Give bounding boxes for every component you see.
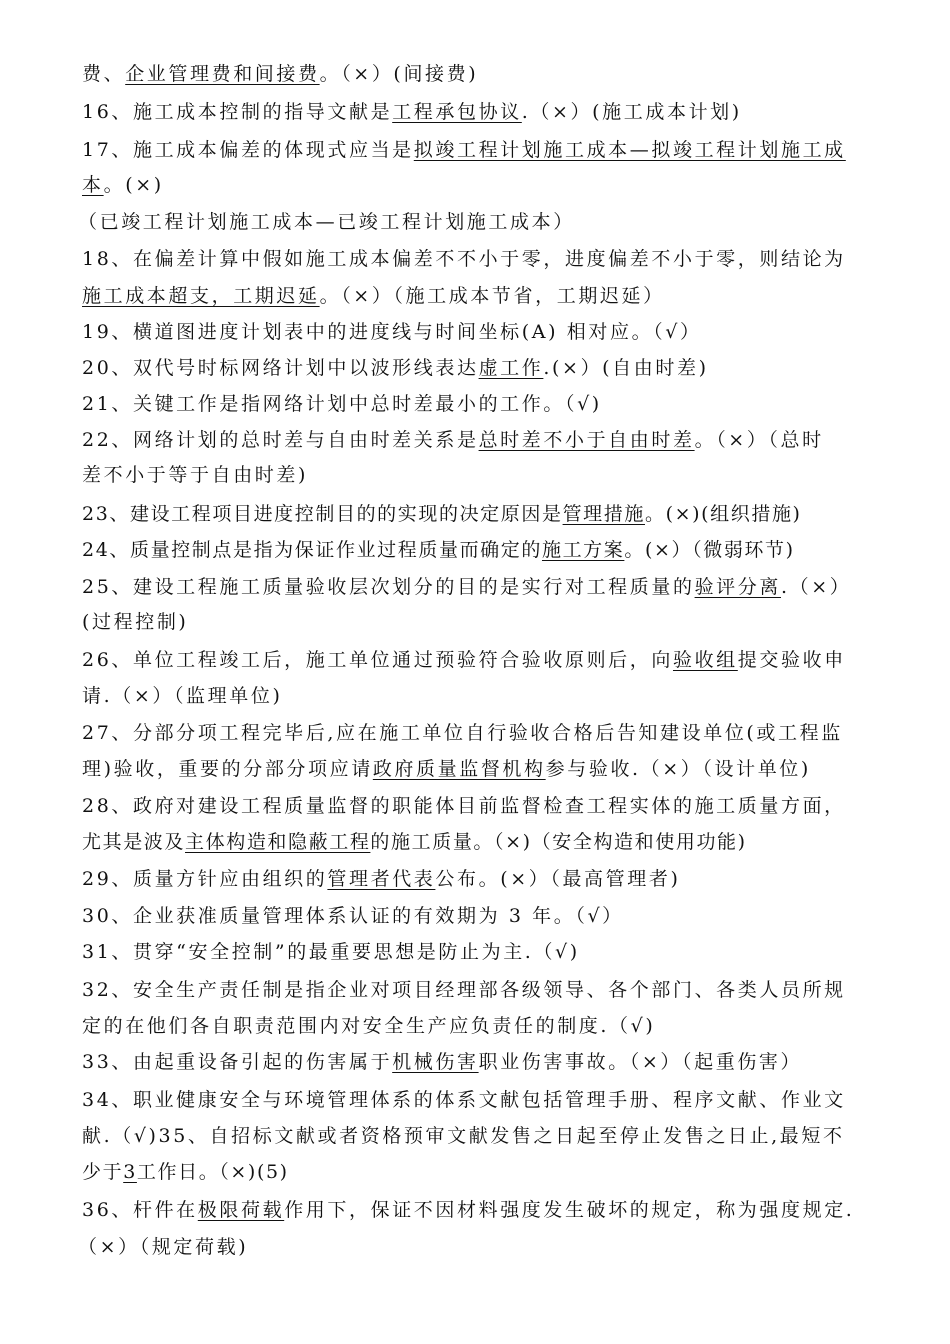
underlined-term: 施工方案 — [541, 539, 625, 561]
text-line — [82, 247, 892, 271]
text-line — [82, 721, 892, 745]
line-text: 27、分部分项工程完毕后,应在施工单位自行验收合格后告知建设单位(或工程监 — [82, 722, 843, 744]
line-text: 29、质量方针应由组织的 — [82, 868, 328, 890]
line-text: 。（×）（施工成本节省，工期迟延） — [319, 285, 665, 307]
text-line — [82, 428, 892, 452]
underlined-term: 施工成本超支，工期迟延 — [82, 285, 320, 307]
line-text: 。（×）(间接费) — [319, 63, 479, 85]
line-text: 差不小于等于自由时差) — [82, 464, 309, 486]
line-text: 请.（×）（监理单位) — [82, 685, 283, 707]
text-line — [82, 1014, 892, 1038]
line-text: 23、建设工程项目进度控制目的的实现的决定原因是 — [82, 503, 563, 525]
text-line — [82, 648, 892, 672]
line-text: 的施工质量。（×)（安全构造和使用功能) — [370, 831, 747, 853]
underlined-term: 验评分离 — [694, 576, 781, 598]
underlined-term: 管理措施 — [562, 503, 645, 525]
line-text: （×）（规定荷载) — [78, 1236, 249, 1258]
underlined-term: 企业管理费和间接费 — [125, 63, 320, 85]
text-line — [82, 62, 892, 86]
line-text: 尤其是波及 — [82, 831, 186, 853]
text-line — [82, 502, 892, 526]
line-text: 17、施工成本偏差的体现式应当是 — [82, 139, 414, 161]
line-text: 36、杆件在 — [82, 1199, 198, 1221]
underlined-term: 工程承包协议 — [392, 101, 522, 123]
text-line — [82, 1160, 892, 1184]
line-text: 20、双代号时标网络计划中以波形线表达 — [82, 357, 479, 379]
text-line — [82, 284, 892, 308]
line-text: 公布。(×）（最高管理者) — [435, 868, 681, 890]
line-text: 28、政府对建设工程质量监督的职能体目前监督检查工程实体的施工质量方面， — [82, 795, 846, 817]
text-line — [82, 830, 892, 854]
text-line — [82, 610, 892, 634]
line-text: 。(×)(组织措施) — [644, 503, 802, 525]
line-text: 工作日。（×)(5) — [136, 1161, 289, 1183]
line-text: 理)验收，重要的分部分项应请 — [82, 758, 373, 780]
underlined-term: 拟竣工程计划施工成本—拟竣工程计划施工成 — [413, 139, 846, 161]
text-line — [82, 356, 892, 380]
text-line — [82, 173, 892, 197]
underlined-term: 主体构造和隐蔽工程 — [185, 831, 371, 853]
text-line — [82, 1124, 892, 1148]
text-line — [82, 1050, 892, 1074]
line-text: 作用下，保证不因材料强度发生破坏的规定，称为强度规定. — [284, 1199, 855, 1221]
underlined-term: 政府质量监督机构 — [372, 758, 546, 780]
line-text: .（×）(施工成本计划) — [521, 101, 742, 123]
text-line — [82, 904, 892, 928]
text-line — [82, 978, 892, 1002]
line-text: 21、关键工作是指网络计划中总时差最小的工作。（√) — [82, 393, 602, 415]
underlined-term: 3 — [123, 1161, 137, 1183]
text-line — [78, 1235, 888, 1259]
underlined-term: 虚工作 — [478, 357, 544, 379]
line-text: 职业伤害事故。（×）（起重伤害） — [478, 1051, 803, 1073]
text-line — [82, 794, 892, 818]
line-text: 。（×）（总时 — [694, 429, 824, 451]
line-text: (过程控制) — [82, 611, 189, 633]
text-line — [82, 538, 892, 562]
line-text: 33、由起重设备引起的伤害属于 — [82, 1051, 393, 1073]
line-text: 34、职业健康安全与环境管理体系的体系文献包括管理手册、程序文献、作业文 — [82, 1089, 846, 1111]
line-text: 。(×）（微弱环节) — [624, 539, 795, 561]
line-text: （已竣工程计划施工成本—已竣工程计划施工成本） — [78, 211, 575, 233]
line-text: 16、施工成本控制的指导文献是 — [82, 101, 393, 123]
line-text: .(×）(自由时差) — [543, 357, 709, 379]
text-line — [82, 684, 892, 708]
text-line — [82, 392, 892, 416]
text-line — [82, 138, 892, 162]
line-text: 31、贯穿“安全控制”的最重要思想是防止为主.（√) — [82, 941, 580, 963]
text-line — [82, 940, 892, 964]
line-text: 24、质量控制点是指为保证作业过程质量而确定的 — [82, 539, 542, 561]
line-text: 参与验收.（×）（设计单位) — [545, 758, 811, 780]
text-line — [82, 463, 892, 487]
text-line — [82, 867, 892, 891]
line-text: 提交验收申 — [737, 649, 846, 671]
text-line — [82, 1088, 892, 1112]
line-text: .（×） — [780, 576, 852, 598]
line-text: 26、单位工程竣工后，施工单位通过预验符合验收原则后，向 — [82, 649, 673, 671]
text-line — [82, 757, 892, 781]
underlined-term: 机械伤害 — [392, 1051, 479, 1073]
text-line — [82, 1198, 892, 1222]
text-line — [82, 320, 892, 344]
underlined-term: 本 — [82, 174, 104, 196]
line-text: 19、横道图进度计划表中的进度线与时间坐标(A) 相对应。（√） — [82, 321, 702, 343]
underlined-term: 验收组 — [672, 649, 738, 671]
text-line — [82, 575, 892, 599]
line-text: 22、网络计划的总时差与自由时差关系是 — [82, 429, 479, 451]
underlined-term: 管理者代表 — [327, 868, 436, 890]
line-text: 费、 — [82, 63, 126, 85]
line-text: 定的在他们各自职责范围内对安全生产应负责任的制度.（√) — [82, 1015, 656, 1037]
line-text: 25、建设工程施工质量验收层次划分的目的是实行对工程质量的 — [82, 576, 695, 598]
underlined-term: 极限荷载 — [197, 1199, 285, 1221]
text-line — [78, 210, 888, 234]
line-text: 献.（√)35、自招标文献或者资格预审文献发售之日起至停止发售之日止,最短不 — [82, 1125, 845, 1147]
line-text: 。(×) — [103, 174, 164, 196]
underlined-term: 总时差不小于自由时差 — [478, 429, 695, 451]
line-text: 18、在偏差计算中假如施工成本偏差不不小于零，进度偏差不小于零，则结论为 — [82, 248, 846, 270]
text-line — [82, 100, 892, 124]
line-text: 30、企业获准质量管理体系认证的有效期为 3 年。（√） — [82, 905, 624, 927]
line-text: 少于 — [82, 1161, 124, 1183]
line-text: 32、安全生产责任制是指企业对项目经理部各级领导、各个部门、各类人员所规 — [82, 979, 846, 1001]
